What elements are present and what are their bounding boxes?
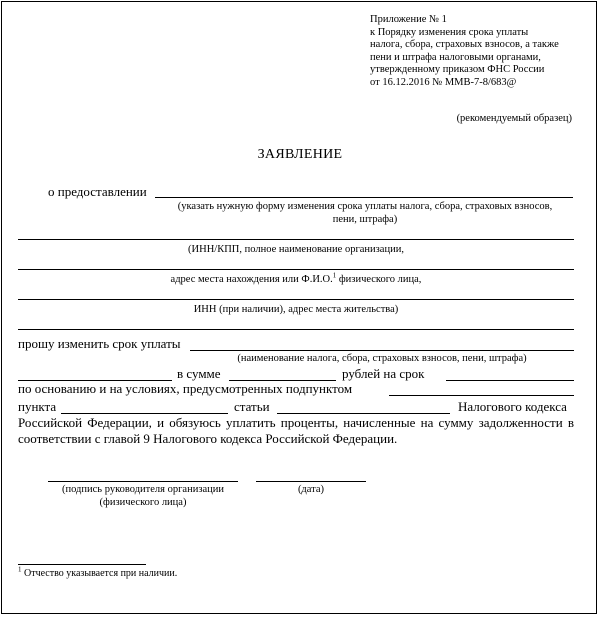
appendix-line: пени и штрафа налоговыми органами, xyxy=(370,51,541,63)
tax-name-field[interactable] xyxy=(190,350,574,351)
footnote-divider xyxy=(18,564,146,565)
footnote-mark: 1 xyxy=(332,271,337,280)
item-field[interactable] xyxy=(61,413,228,414)
provision-hint-line: (указать нужную форму изменения срока уплаты налога, сбора, страховых взносов, xyxy=(177,201,553,212)
subparagraph-field[interactable] xyxy=(389,395,574,396)
tax-name-hint: (наименование налога, сбора, страховых взносов, пени, штрафа) xyxy=(237,353,527,364)
article-label: статьи xyxy=(234,399,270,414)
tax-code-label: Налогового кодекса xyxy=(458,399,567,414)
signature-hint-line: (подпись руководителя организации xyxy=(61,484,224,495)
inn-hint: ИНН (при наличии), адрес места жительства) xyxy=(193,304,399,315)
article-field[interactable] xyxy=(277,413,450,414)
signature-hint-line: (физического лица) xyxy=(99,496,187,508)
footnote-number: 1 xyxy=(18,565,22,574)
appendix-line: утвержденному приказом ФНС России xyxy=(370,64,545,76)
in-amount-label: в сумме xyxy=(177,366,221,381)
request-label: прошу изменить срок уплаты xyxy=(18,336,181,351)
inn-field[interactable] xyxy=(18,299,574,300)
footnote xyxy=(18,565,178,579)
document-title: ЗАЯВЛЕНИЕ xyxy=(257,147,343,162)
item-label: пункта xyxy=(18,399,57,414)
extra-field[interactable] xyxy=(18,329,574,330)
appendix-line: налога, сбора, страховых взносов, а также xyxy=(370,39,559,51)
term-field[interactable] xyxy=(446,380,574,381)
date-field[interactable] xyxy=(256,481,366,482)
signature-hint xyxy=(43,484,243,509)
basis-label: по основанию и на условиях, предусмотренных подпунктом xyxy=(18,381,353,396)
date-hint: (дата) xyxy=(297,484,325,495)
address-field[interactable] xyxy=(18,269,574,270)
recommended-sample-note: (рекомендуемый образец) xyxy=(456,113,572,124)
obligation-paragraph: Российской Федерации, и обязуюсь уплатить проценты, начисленные на сумму задолженности в соответствии с главой 9 Налогового кодекса Российской Федерации. xyxy=(18,415,574,446)
appendix-line: к Порядку изменения срока уплаты xyxy=(370,26,529,38)
provision-hint xyxy=(155,201,575,226)
footnote-text: Отчество указывается при наличии. xyxy=(24,568,178,579)
address-hint-text: физического лица, xyxy=(336,274,422,285)
appendix-line: Приложение № 1 xyxy=(370,14,447,25)
rubles-term-label: рублей на срок xyxy=(342,366,425,381)
appendix-line: от 16.12.2016 № ММВ-7-8/683@ xyxy=(370,76,517,88)
organization-hint: (ИНН/КПП, полное наименование организации, xyxy=(188,244,404,255)
provision-label: о предоставлении xyxy=(48,184,147,199)
provision-field[interactable] xyxy=(155,197,573,198)
provision-hint-line: пени, штрафа) xyxy=(332,213,398,225)
address-hint xyxy=(18,271,574,287)
signature-field[interactable] xyxy=(48,481,238,482)
organization-field[interactable] xyxy=(18,239,574,240)
address-hint-text: адрес места нахождения или Ф.И.О. xyxy=(170,274,333,285)
appendix-block xyxy=(370,14,585,90)
